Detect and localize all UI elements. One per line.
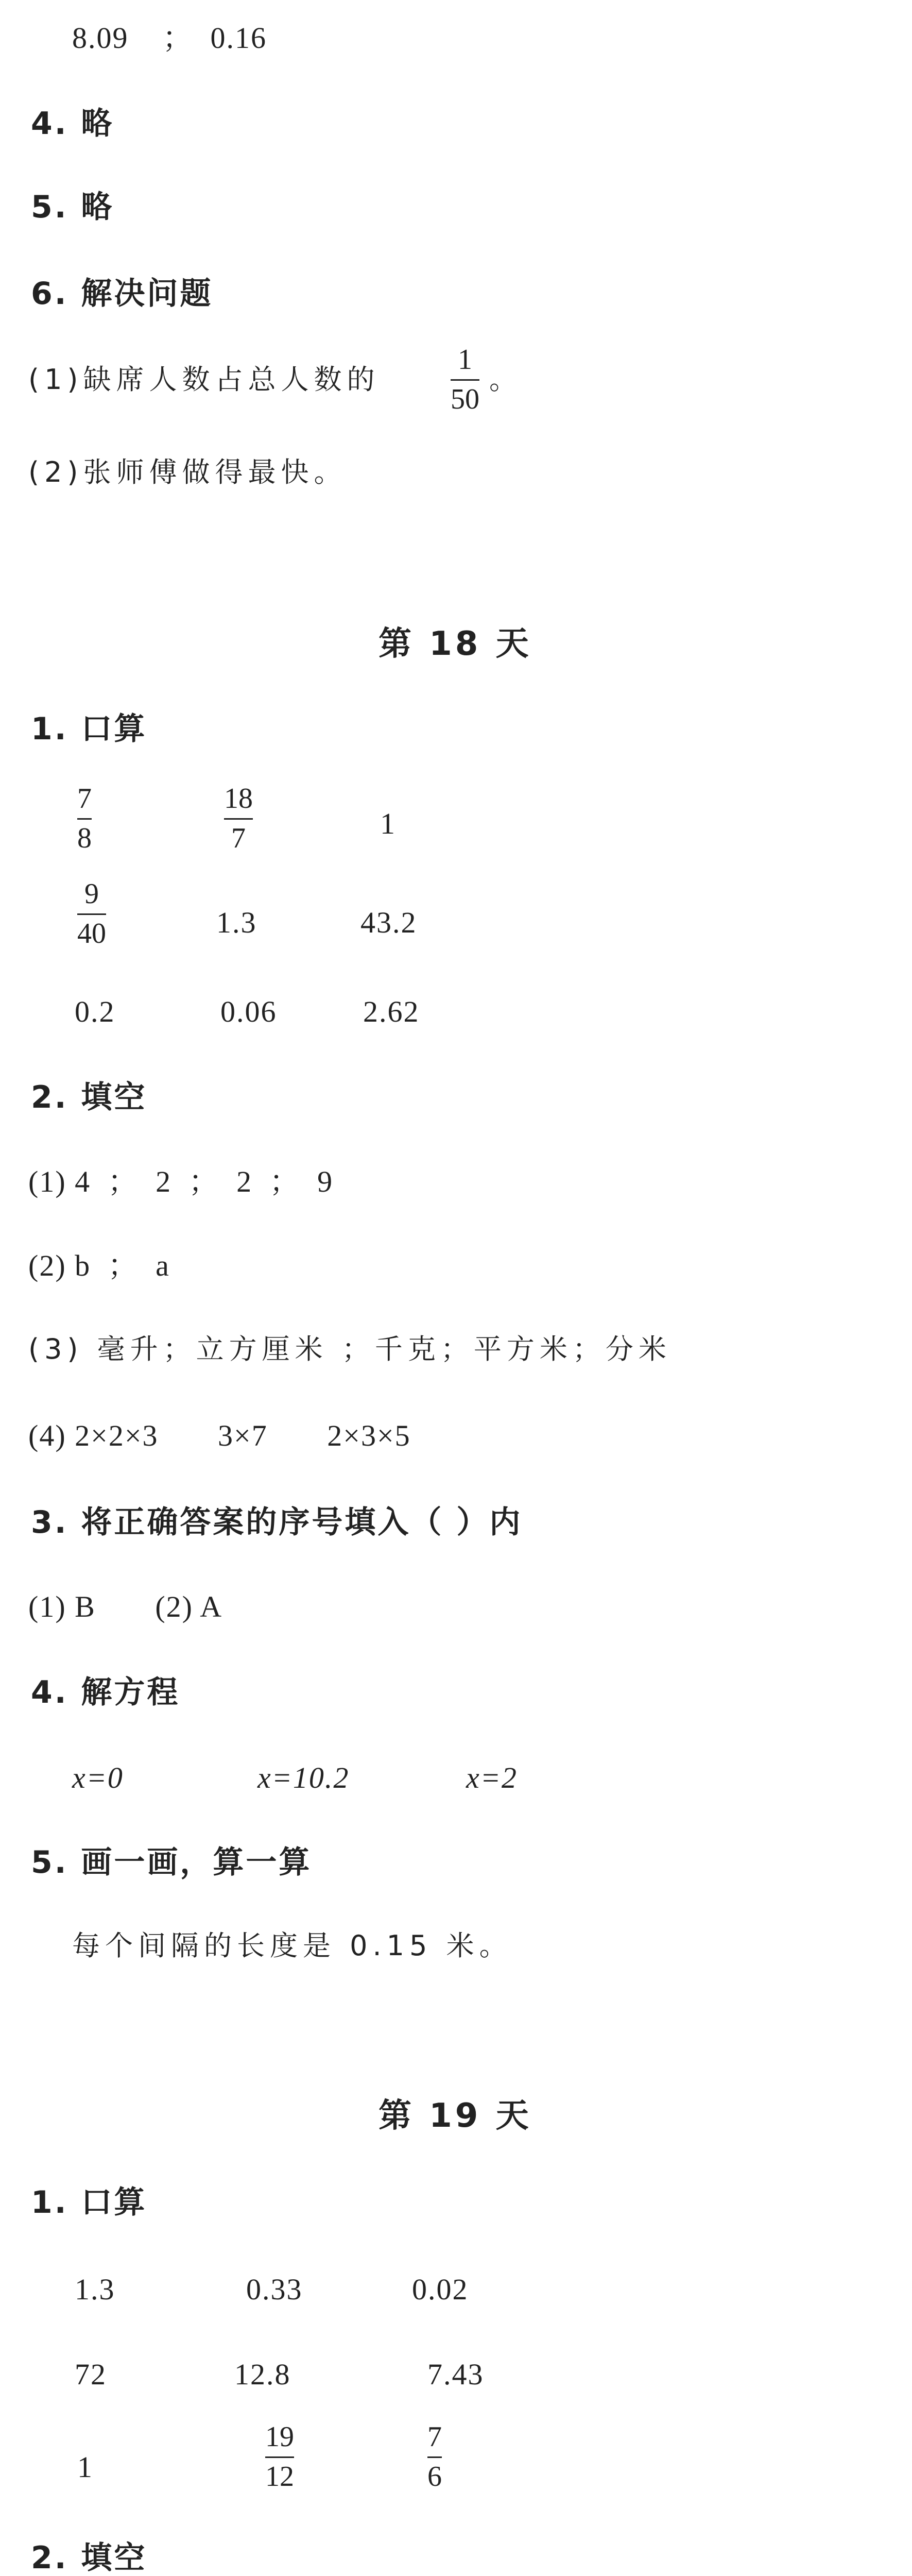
fraction-7-8 xyxy=(77,783,92,854)
fraction-numerator: 7 xyxy=(427,2421,442,2453)
fraction-numerator: 1 xyxy=(458,344,472,376)
fraction-denominator: 8 xyxy=(77,822,92,854)
fraction-bar xyxy=(224,818,253,820)
fill-answer-2: (2) b ； a xyxy=(28,1249,170,1282)
calc-answer: 1.3 xyxy=(216,906,257,939)
fraction-denominator: 40 xyxy=(77,917,106,950)
calc-answer: 72 xyxy=(75,2358,107,2391)
calc-answer: 1 xyxy=(380,807,396,840)
day18-s4-heading: 4. 解方程 xyxy=(31,1674,180,1710)
calc-answer: 1.3 xyxy=(75,2273,115,2306)
fraction-18-7 xyxy=(224,783,253,854)
fraction-bar xyxy=(451,379,479,381)
q6-heading: 6. 解决问题 xyxy=(31,276,213,312)
calc-answer: 0.02 xyxy=(412,2273,469,2306)
fraction-bar xyxy=(77,818,92,820)
day18-s5-heading: 5. 画一画，算一算 xyxy=(31,1844,312,1880)
day-18-title: 第 18 天 xyxy=(378,625,532,663)
calc-answer: 7.43 xyxy=(427,2358,484,2391)
fraction-denominator: 7 xyxy=(231,822,246,854)
fraction-bar xyxy=(265,2456,294,2458)
fraction-numerator: 18 xyxy=(224,783,253,815)
choice-answers: (1) B (2) A xyxy=(28,1590,223,1623)
day18-s2-heading: 2. 填空 xyxy=(31,1079,147,1115)
fill-answer-3: (3) 毫升；立方厘米 ；千克；平方米；分米 xyxy=(28,1333,672,1365)
answer-line-8-09: 8.09 ； 0.16 xyxy=(72,21,267,55)
fraction-numerator: 7 xyxy=(77,783,92,815)
q6-answer-1-text: (1)缺席人数占总人数的 xyxy=(28,363,380,396)
fraction-numerator: 9 xyxy=(84,878,99,910)
calc-answer: 1 xyxy=(77,2450,93,2484)
draw-calc-answer: 每个间隔的长度是 0.15 米。 xyxy=(72,1929,512,1962)
day19-s2-heading: 2. 填空 xyxy=(31,2540,147,2576)
fraction-numerator: 19 xyxy=(265,2421,294,2453)
day-19-title: 第 19 天 xyxy=(378,2097,532,2135)
q4-heading: 4. 略 xyxy=(31,106,114,142)
day19-s1-heading: 1. 口算 xyxy=(31,2184,147,2221)
q5-heading: 5. 略 xyxy=(31,189,114,225)
calc-answer: 0.06 xyxy=(220,995,277,1028)
fill-answer-1: (1) 4 ； 2 ； 2 ； 9 xyxy=(28,1165,334,1198)
q6-answer-1-end: 。 xyxy=(489,363,522,396)
fraction-1-50 xyxy=(451,344,479,415)
calc-answer: 0.33 xyxy=(246,2273,303,2306)
day18-s1-heading: 1. 口算 xyxy=(31,711,147,747)
fraction-denominator: 50 xyxy=(451,383,479,415)
day18-s3-heading: 3. 将正确答案的序号填入（ ）内 xyxy=(31,1504,523,1540)
q6-answer-2: (2)张师傅做得最快。 xyxy=(28,456,347,488)
fraction-7-6 xyxy=(427,2421,442,2493)
calc-answer: 2.62 xyxy=(363,995,420,1028)
fraction-denominator: 12 xyxy=(265,2460,294,2493)
equation-answer-1: x=0 xyxy=(72,1761,124,1794)
calc-answer: 12.8 xyxy=(234,2358,291,2391)
calc-answer: 43.2 xyxy=(360,906,417,939)
fill-answer-4: (4) 2×2×3 3×7 2×3×5 xyxy=(28,1419,411,1452)
equation-answer-3: x=2 xyxy=(466,1761,518,1794)
calc-answer: 0.2 xyxy=(75,995,115,1028)
fraction-denominator: 6 xyxy=(427,2460,442,2493)
fraction-bar xyxy=(427,2456,442,2458)
fraction-bar xyxy=(77,913,106,915)
fraction-9-40 xyxy=(77,878,106,950)
equation-answer-2: x=10.2 xyxy=(257,1761,350,1794)
fraction-19-12 xyxy=(265,2421,294,2493)
